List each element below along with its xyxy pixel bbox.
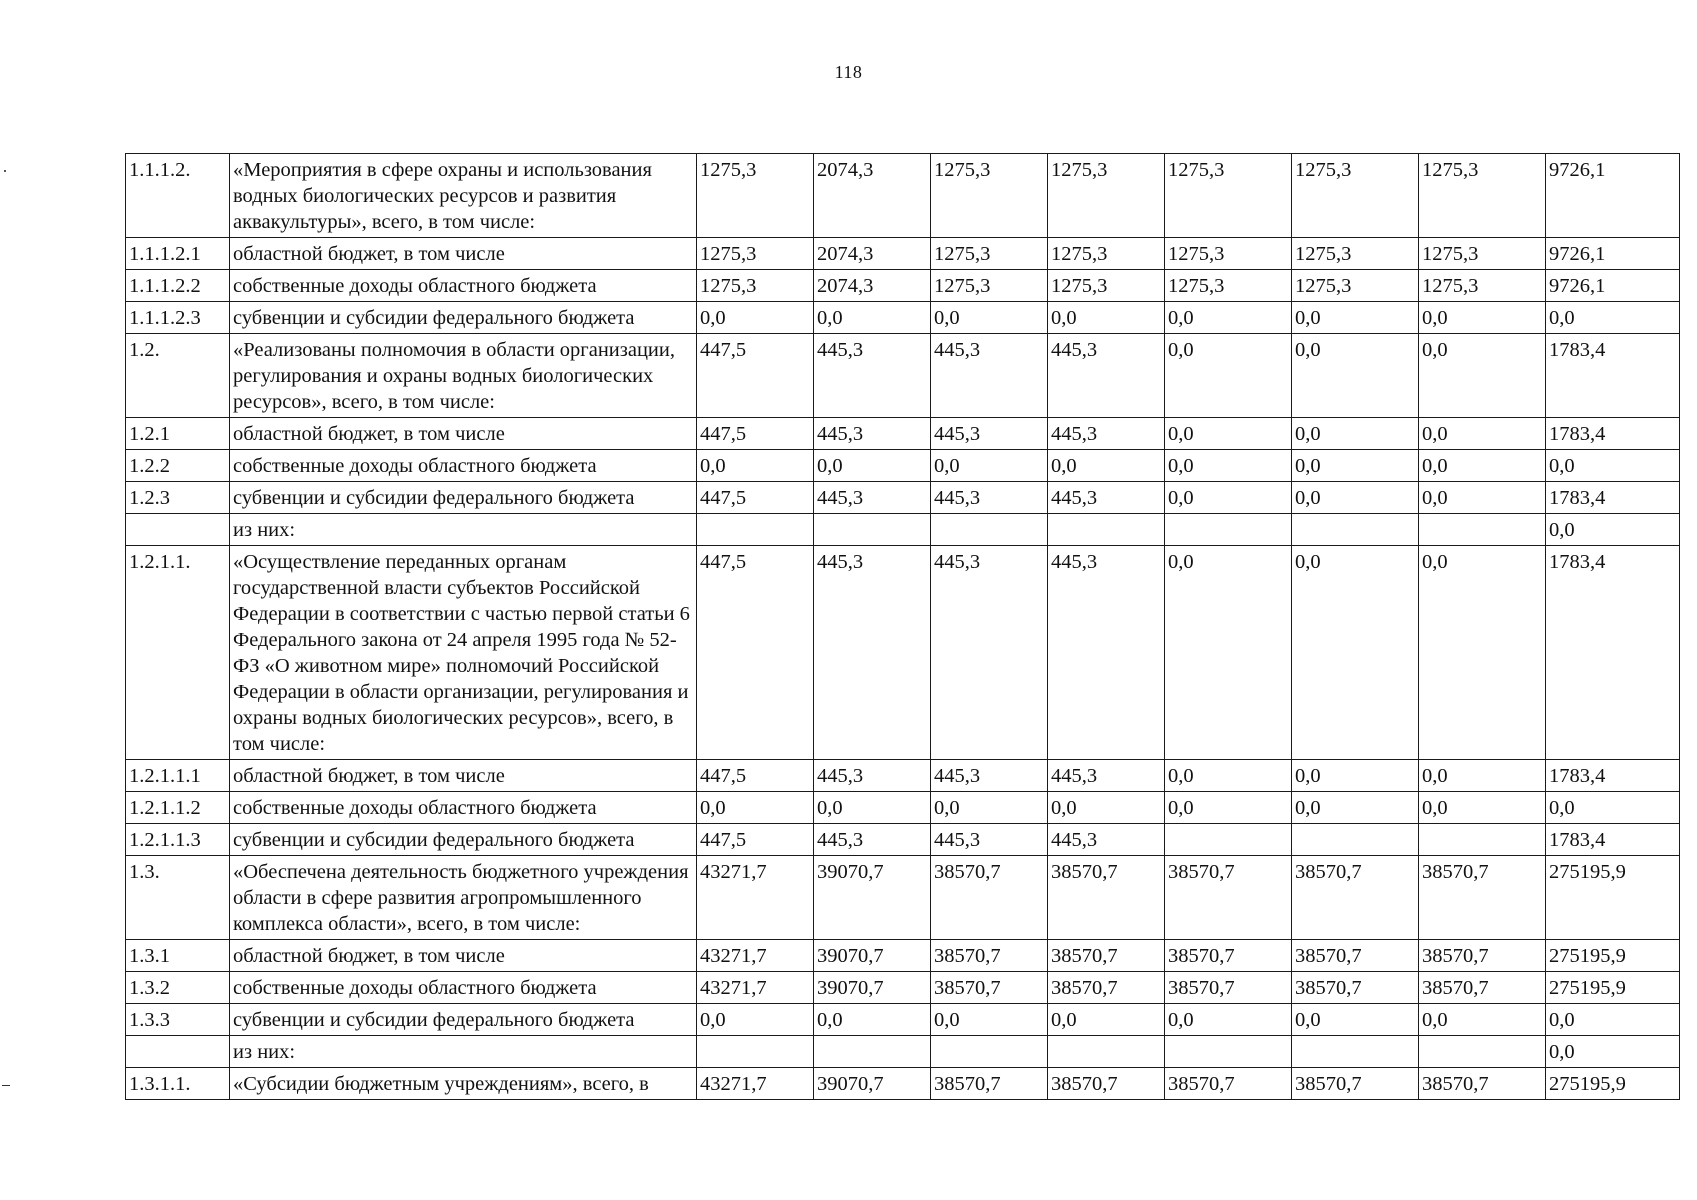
value-cell: 0,0	[931, 450, 1048, 482]
value-cell: 38570,7	[1165, 1068, 1292, 1100]
total-value-cell: 275195,9	[1546, 972, 1680, 1004]
value-cell	[1165, 824, 1292, 856]
value-cell: 38570,7	[1419, 1068, 1546, 1100]
row-number-cell: 1.3.	[126, 856, 230, 940]
row-number-cell: 1.3.1	[126, 940, 230, 972]
value-cell: 0,0	[814, 792, 931, 824]
value-cell: 38570,7	[1048, 856, 1165, 940]
value-cell: 445,3	[1048, 760, 1165, 792]
value-cell	[814, 1036, 931, 1068]
value-cell: 43271,7	[697, 1068, 814, 1100]
table-row	[126, 792, 1680, 824]
value-cell: 445,3	[1048, 482, 1165, 514]
table-row	[126, 238, 1680, 270]
row-number-cell: 1.2.1.1.2	[126, 792, 230, 824]
value-cell: 445,3	[814, 760, 931, 792]
value-cell: 0,0	[1048, 450, 1165, 482]
row-number-cell: 1.3.1.1.	[126, 1068, 230, 1100]
value-cell: 0,0	[1292, 546, 1419, 760]
value-cell: 2074,3	[814, 154, 931, 238]
row-number-cell: 1.2.1.1.1	[126, 760, 230, 792]
row-number-cell: 1.3.3	[126, 1004, 230, 1036]
total-value-cell: 0,0	[1546, 1036, 1680, 1068]
value-cell: 0,0	[1165, 792, 1292, 824]
value-cell: 1275,3	[1048, 154, 1165, 238]
table-body	[126, 154, 1680, 1100]
row-number-cell: 1.2.1.1.	[126, 546, 230, 760]
value-cell: 0,0	[1419, 1004, 1546, 1036]
value-cell: 0,0	[1165, 334, 1292, 418]
table-row	[126, 972, 1680, 1004]
value-cell: 0,0	[697, 1004, 814, 1036]
table-row	[126, 760, 1680, 792]
value-cell: 38570,7	[1048, 940, 1165, 972]
value-cell: 1275,3	[1048, 238, 1165, 270]
value-cell: 445,3	[931, 760, 1048, 792]
value-cell: 39070,7	[814, 856, 931, 940]
value-cell: 39070,7	[814, 972, 931, 1004]
value-cell: 0,0	[697, 792, 814, 824]
value-cell: 447,5	[697, 824, 814, 856]
value-cell	[1419, 514, 1546, 546]
margin-mark	[4, 170, 6, 172]
row-number-cell: 1.2.	[126, 334, 230, 418]
value-cell: 39070,7	[814, 940, 931, 972]
value-cell: 447,5	[697, 482, 814, 514]
value-cell: 38570,7	[1292, 940, 1419, 972]
row-name-cell: «Реализованы полномочия в области организации, регулирования и охраны водных биологических ресурсов», всего, в том числе:	[230, 334, 697, 418]
value-cell: 38570,7	[1292, 972, 1419, 1004]
value-cell: 0,0	[697, 302, 814, 334]
value-cell: 0,0	[814, 1004, 931, 1036]
total-value-cell: 0,0	[1546, 792, 1680, 824]
row-name-cell: областной бюджет, в том числе	[230, 238, 697, 270]
value-cell: 0,0	[1165, 1004, 1292, 1036]
value-cell: 38570,7	[931, 856, 1048, 940]
row-number-cell: 1.2.2	[126, 450, 230, 482]
value-cell: 1275,3	[697, 270, 814, 302]
table-row	[126, 1004, 1680, 1036]
value-cell: 0,0	[697, 450, 814, 482]
value-cell: 38570,7	[931, 940, 1048, 972]
table-row	[126, 270, 1680, 302]
row-name-cell: субвенции и субсидии федерального бюджета	[230, 302, 697, 334]
row-name-cell: «Мероприятия в сфере охраны и использования водных биологических ресурсов и развития аквакультуры», всего, в том числе:	[230, 154, 697, 238]
value-cell: 0,0	[1048, 302, 1165, 334]
row-number-cell: 1.2.1.1.3	[126, 824, 230, 856]
value-cell	[697, 514, 814, 546]
total-value-cell: 275195,9	[1546, 1068, 1680, 1100]
table-row	[126, 514, 1680, 546]
value-cell: 445,3	[814, 824, 931, 856]
value-cell: 39070,7	[814, 1068, 931, 1100]
row-name-cell: областной бюджет, в том числе	[230, 760, 697, 792]
value-cell: 43271,7	[697, 972, 814, 1004]
value-cell: 1275,3	[697, 238, 814, 270]
total-value-cell: 9726,1	[1546, 270, 1680, 302]
total-value-cell: 1783,4	[1546, 334, 1680, 418]
value-cell	[697, 1036, 814, 1068]
value-cell: 1275,3	[1048, 270, 1165, 302]
page-number: 118	[834, 62, 863, 82]
value-cell: 1275,3	[1419, 238, 1546, 270]
value-cell: 1275,3	[1419, 270, 1546, 302]
value-cell	[1165, 514, 1292, 546]
value-cell: 0,0	[931, 792, 1048, 824]
value-cell: 447,5	[697, 418, 814, 450]
value-cell: 0,0	[1419, 334, 1546, 418]
value-cell: 0,0	[1048, 792, 1165, 824]
value-cell: 0,0	[1165, 302, 1292, 334]
value-cell: 0,0	[931, 302, 1048, 334]
value-cell: 0,0	[1165, 418, 1292, 450]
value-cell: 445,3	[931, 482, 1048, 514]
table-row	[126, 546, 1680, 760]
value-cell	[931, 514, 1048, 546]
value-cell: 1275,3	[1165, 238, 1292, 270]
value-cell	[1292, 1036, 1419, 1068]
value-cell: 0,0	[1292, 418, 1419, 450]
total-value-cell: 1783,4	[1546, 824, 1680, 856]
value-cell: 447,5	[697, 334, 814, 418]
value-cell: 447,5	[697, 546, 814, 760]
row-name-cell: «Обеспечена деятельность бюджетного учреждения области в сфере развития агропромышленного комплекса области», всего, в том числе:	[230, 856, 697, 940]
value-cell	[931, 1036, 1048, 1068]
value-cell: 0,0	[1419, 760, 1546, 792]
table-row	[126, 154, 1680, 238]
row-name-cell: собственные доходы областного бюджета	[230, 450, 697, 482]
row-number-cell: 1.3.2	[126, 972, 230, 1004]
total-value-cell: 0,0	[1546, 450, 1680, 482]
table-row	[126, 1068, 1680, 1100]
row-name-cell: из них:	[230, 1036, 697, 1068]
table-row	[126, 824, 1680, 856]
row-number-cell: 1.1.1.2.3	[126, 302, 230, 334]
value-cell: 38570,7	[1165, 856, 1292, 940]
value-cell: 1275,3	[1292, 238, 1419, 270]
row-name-cell: из них:	[230, 514, 697, 546]
value-cell: 1275,3	[931, 270, 1048, 302]
value-cell: 38570,7	[931, 972, 1048, 1004]
value-cell: 0,0	[1048, 1004, 1165, 1036]
row-name-cell: областной бюджет, в том числе	[230, 418, 697, 450]
value-cell: 447,5	[697, 760, 814, 792]
value-cell: 1275,3	[931, 154, 1048, 238]
value-cell: 38570,7	[1292, 856, 1419, 940]
value-cell: 1275,3	[1165, 270, 1292, 302]
row-number-cell: 1.2.1	[126, 418, 230, 450]
value-cell: 445,3	[814, 546, 931, 760]
budget-table	[125, 153, 1680, 1100]
value-cell: 0,0	[1292, 450, 1419, 482]
value-cell: 38570,7	[1419, 856, 1546, 940]
value-cell	[1292, 514, 1419, 546]
value-cell: 0,0	[1419, 302, 1546, 334]
total-value-cell: 275195,9	[1546, 856, 1680, 940]
total-value-cell: 1783,4	[1546, 760, 1680, 792]
value-cell: 1275,3	[1292, 270, 1419, 302]
row-number-cell: 1.2.3	[126, 482, 230, 514]
value-cell: 445,3	[931, 418, 1048, 450]
total-value-cell: 0,0	[1546, 514, 1680, 546]
value-cell: 0,0	[1165, 760, 1292, 792]
margin-mark	[2, 1085, 10, 1086]
value-cell: 38570,7	[931, 1068, 1048, 1100]
value-cell: 38570,7	[1419, 940, 1546, 972]
value-cell: 0,0	[1165, 546, 1292, 760]
value-cell: 38570,7	[1165, 972, 1292, 1004]
value-cell: 0,0	[1165, 482, 1292, 514]
value-cell: 43271,7	[697, 856, 814, 940]
total-value-cell: 1783,4	[1546, 418, 1680, 450]
total-value-cell: 0,0	[1546, 1004, 1680, 1036]
value-cell	[1048, 1036, 1165, 1068]
value-cell: 38570,7	[1048, 1068, 1165, 1100]
row-name-cell: субвенции и субсидии федерального бюджета	[230, 1004, 697, 1036]
value-cell: 1275,3	[1419, 154, 1546, 238]
value-cell: 0,0	[1419, 482, 1546, 514]
total-value-cell: 9726,1	[1546, 154, 1680, 238]
row-name-cell: «Осуществление переданных органам государственной власти субъектов Российской Федерации в соответствии с частью первой статьи 6 Федерального закона от 24 апреля 1995 года № 52-ФЗ «О животном мире» полномочий Российской Федерации в области организации, регулирования и охраны водных биологических ресурсов», всего, в том числе:	[230, 546, 697, 760]
total-value-cell: 0,0	[1546, 302, 1680, 334]
value-cell: 43271,7	[697, 940, 814, 972]
row-number-cell	[126, 1036, 230, 1068]
value-cell: 0,0	[1419, 450, 1546, 482]
table-row	[126, 450, 1680, 482]
table-row	[126, 1036, 1680, 1068]
total-value-cell: 9726,1	[1546, 238, 1680, 270]
value-cell: 1275,3	[1165, 154, 1292, 238]
value-cell: 445,3	[931, 824, 1048, 856]
value-cell: 445,3	[931, 546, 1048, 760]
table-row	[126, 334, 1680, 418]
value-cell: 0,0	[814, 450, 931, 482]
value-cell: 0,0	[1292, 482, 1419, 514]
value-cell: 38570,7	[1292, 1068, 1419, 1100]
row-number-cell: 1.1.1.2.	[126, 154, 230, 238]
row-name-cell: собственные доходы областного бюджета	[230, 792, 697, 824]
row-name-cell: субвенции и субсидии федерального бюджета	[230, 482, 697, 514]
row-name-cell: субвенции и субсидии федерального бюджета	[230, 824, 697, 856]
value-cell	[814, 514, 931, 546]
value-cell	[1419, 824, 1546, 856]
value-cell: 445,3	[814, 418, 931, 450]
value-cell	[1048, 514, 1165, 546]
value-cell: 2074,3	[814, 270, 931, 302]
value-cell: 0,0	[1419, 546, 1546, 760]
table-row	[126, 302, 1680, 334]
total-value-cell: 1783,4	[1546, 546, 1680, 760]
table-row	[126, 940, 1680, 972]
table-row	[126, 482, 1680, 514]
row-name-cell: областной бюджет, в том числе	[230, 940, 697, 972]
value-cell: 445,3	[1048, 334, 1165, 418]
total-value-cell: 1783,4	[1546, 482, 1680, 514]
value-cell: 445,3	[814, 334, 931, 418]
value-cell: 445,3	[814, 482, 931, 514]
value-cell: 0,0	[1292, 302, 1419, 334]
row-number-cell: 1.1.1.2.1	[126, 238, 230, 270]
row-number-cell	[126, 514, 230, 546]
value-cell: 445,3	[931, 334, 1048, 418]
row-name-cell: собственные доходы областного бюджета	[230, 972, 697, 1004]
table-row	[126, 856, 1680, 940]
value-cell: 0,0	[1165, 450, 1292, 482]
value-cell	[1419, 1036, 1546, 1068]
value-cell	[1292, 824, 1419, 856]
value-cell: 38570,7	[1165, 940, 1292, 972]
table-row	[126, 418, 1680, 450]
value-cell: 445,3	[1048, 546, 1165, 760]
value-cell: 0,0	[1292, 760, 1419, 792]
total-value-cell: 275195,9	[1546, 940, 1680, 972]
value-cell: 445,3	[1048, 824, 1165, 856]
value-cell: 1275,3	[697, 154, 814, 238]
value-cell: 2074,3	[814, 238, 931, 270]
value-cell: 445,3	[1048, 418, 1165, 450]
value-cell	[1165, 1036, 1292, 1068]
value-cell: 1275,3	[1292, 154, 1419, 238]
value-cell: 0,0	[814, 302, 931, 334]
value-cell: 1275,3	[931, 238, 1048, 270]
value-cell: 0,0	[1292, 1004, 1419, 1036]
value-cell: 38570,7	[1419, 972, 1546, 1004]
value-cell: 0,0	[1292, 792, 1419, 824]
row-number-cell: 1.1.1.2.2	[126, 270, 230, 302]
value-cell: 0,0	[1419, 418, 1546, 450]
row-name-cell: «Субсидии бюджетным учреждениям», всего, в	[230, 1068, 697, 1100]
row-name-cell: собственные доходы областного бюджета	[230, 270, 697, 302]
value-cell: 0,0	[1419, 792, 1546, 824]
value-cell: 0,0	[1292, 334, 1419, 418]
value-cell: 0,0	[931, 1004, 1048, 1036]
value-cell: 38570,7	[1048, 972, 1165, 1004]
